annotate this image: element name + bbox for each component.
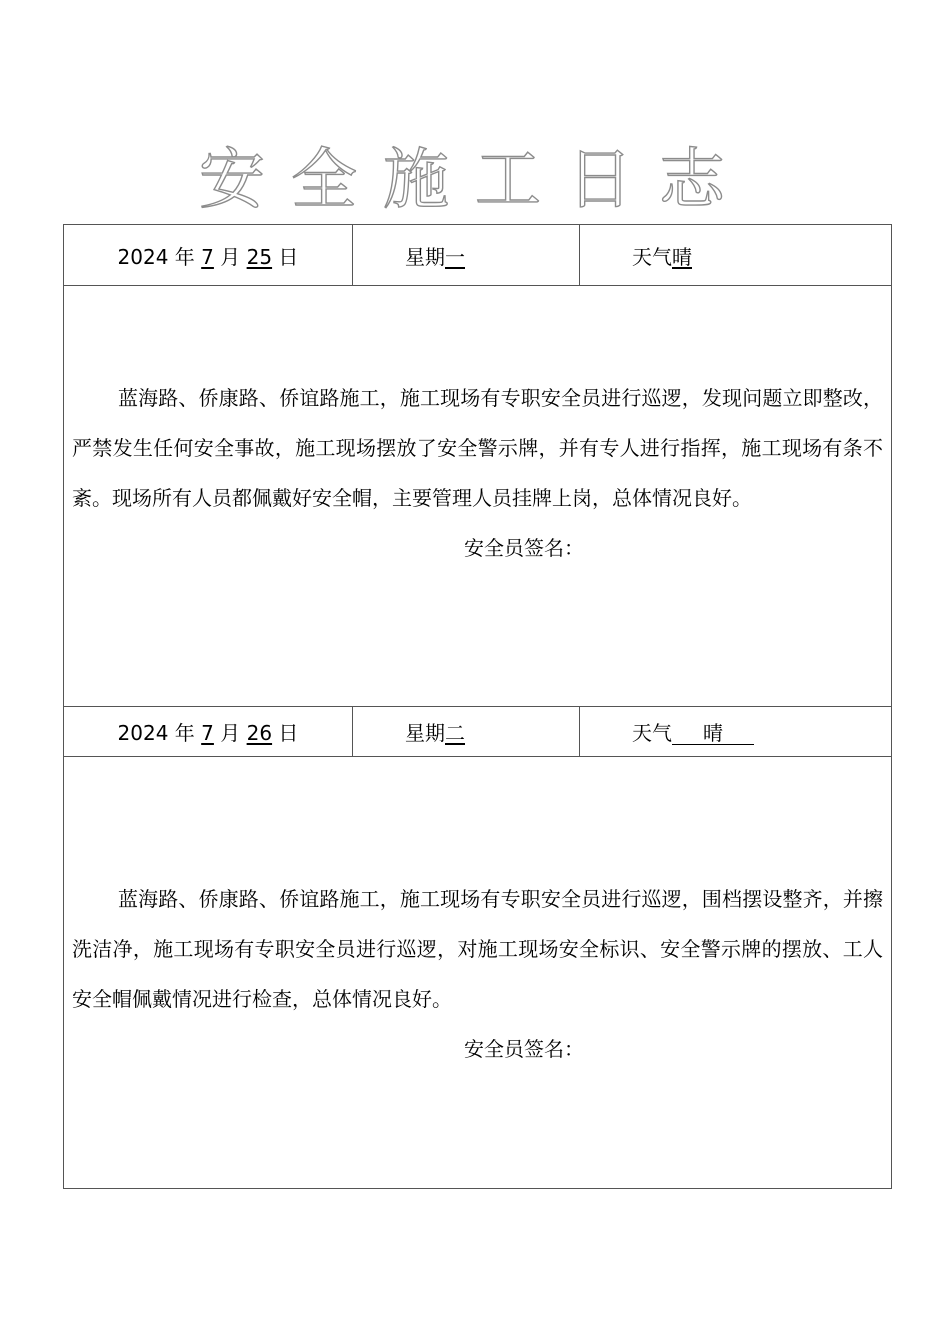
weekday-value: 二 bbox=[445, 721, 465, 745]
date-day-suffix: 日 bbox=[272, 721, 299, 745]
outlined-title-text bbox=[0, 136, 950, 216]
date-month-suffix: 月 bbox=[213, 721, 247, 745]
entry-body-cell bbox=[64, 757, 892, 1189]
weather-label: 天气 bbox=[632, 244, 672, 269]
safety-officer-signature: 安全员签名： bbox=[464, 536, 584, 560]
date-month-suffix: 月 bbox=[213, 244, 247, 269]
date-day: 26 bbox=[246, 721, 273, 745]
date-year-suffix: 年 bbox=[168, 721, 202, 745]
date-month: 7 bbox=[201, 721, 214, 745]
date-year: 2024 bbox=[117, 244, 169, 269]
entry-content: 蓝海路、侨康路、侨谊路施工，施工现场有专职安全员进行巡逻，围档摆设整齐，并擦洗洁净，施工现场有专职安全员进行巡逻，对施工现场安全标识、安全警示牌的摆放、工人安全帽佩戴情况进行检查，总体情况良好。 bbox=[72, 887, 883, 1011]
title-text: 安全施工日志 bbox=[199, 141, 751, 216]
entry-content: 蓝海路、侨康路、侨谊路施工，施工现场有专职安全员进行巡逻，发现问题立即整改，严禁发生任何安全事故，施工现场摆放了安全警示牌，并有专人进行指挥，施工现场有条不紊。现场所有人员都佩戴好安全帽，主要管理人员挂牌上岗，总体情况良好。 bbox=[72, 386, 883, 510]
safety-officer-signature: 安全员签名： bbox=[464, 1037, 584, 1061]
weather-cell bbox=[580, 225, 892, 286]
entry-header-row bbox=[64, 225, 892, 286]
date-day: 25 bbox=[246, 244, 273, 269]
document-title bbox=[0, 136, 950, 216]
date-day-suffix: 日 bbox=[272, 244, 299, 269]
weather-value: 晴 bbox=[672, 244, 692, 269]
weather-cell bbox=[580, 707, 892, 757]
weekday-cell bbox=[353, 225, 580, 286]
date-cell bbox=[64, 707, 353, 757]
weekday-cell bbox=[353, 707, 580, 757]
date-year: 2024 bbox=[117, 721, 169, 745]
weekday-label: 星期 bbox=[405, 244, 445, 269]
date-cell bbox=[64, 225, 353, 286]
weekday-label: 星期 bbox=[405, 721, 445, 745]
safety-log-table bbox=[63, 224, 892, 1189]
weather-label: 天气 bbox=[632, 721, 672, 745]
entry-header-row bbox=[64, 707, 892, 757]
weekday-value: 一 bbox=[445, 244, 465, 269]
weather-value: 晴 bbox=[672, 722, 754, 745]
date-month: 7 bbox=[201, 244, 214, 269]
entry-body-row bbox=[64, 757, 892, 1189]
entry-body-row bbox=[64, 286, 892, 707]
date-year-suffix: 年 bbox=[168, 244, 202, 269]
entry-body-cell bbox=[64, 286, 892, 707]
